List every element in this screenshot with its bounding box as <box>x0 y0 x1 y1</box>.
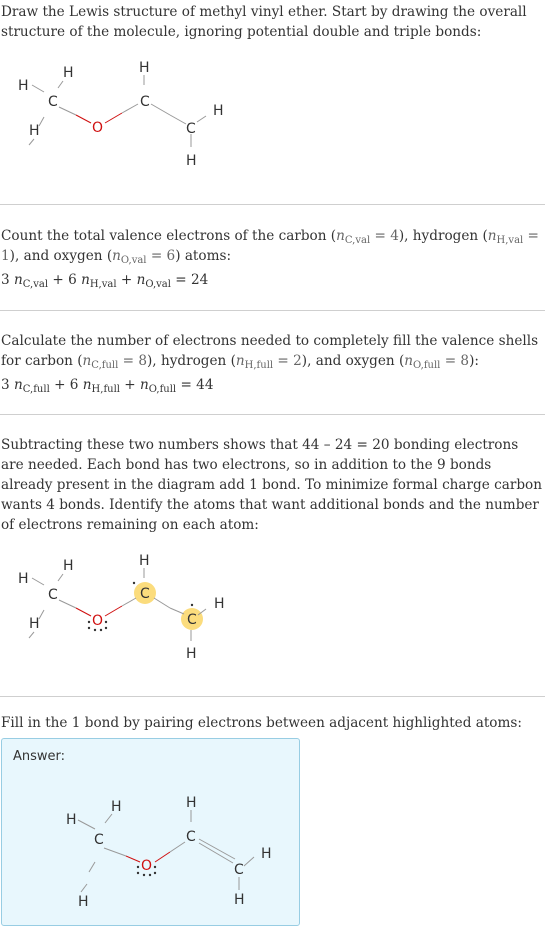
bond <box>170 115 186 124</box>
bond <box>170 842 185 852</box>
atom-h: H <box>214 596 225 612</box>
bond <box>32 578 44 585</box>
bond <box>199 843 233 863</box>
atom-c: C <box>234 862 244 878</box>
lone-electron <box>149 874 151 876</box>
atom-c: C <box>94 832 104 848</box>
bond <box>104 848 126 856</box>
bond <box>105 606 122 616</box>
atom-o: O <box>92 613 104 629</box>
lone-electron <box>133 582 135 584</box>
atom-o: O <box>92 120 104 136</box>
bond <box>32 85 44 92</box>
atom-h: H <box>18 571 29 587</box>
bond <box>155 852 170 862</box>
atom-h: H <box>139 60 150 76</box>
atom-c: C <box>140 94 150 110</box>
bond <box>29 632 34 638</box>
atom-h: H <box>111 799 122 815</box>
divider <box>0 414 545 415</box>
bond <box>199 839 235 859</box>
divider <box>0 696 545 697</box>
atom-h: H <box>139 553 150 569</box>
atom-h: H <box>213 103 224 119</box>
lone-electron <box>154 866 156 868</box>
atom-h: H <box>66 812 77 828</box>
divider <box>0 204 545 205</box>
lone-electron <box>100 629 102 631</box>
atom-o: O <box>141 858 153 874</box>
bond <box>76 608 91 616</box>
structure-diagram-initial <box>0 55 260 175</box>
step1-text: Count the total valence electrons of the carbon $(n_{C,val} = 4)$, hydrogen $(n_{H,val} = 1)$, and oxygen $(n_{O,val} = 6)$ atoms: <box>1 228 539 266</box>
atom-h: H <box>186 795 197 811</box>
atom-h: H <box>18 78 29 94</box>
bond <box>58 574 63 581</box>
atom-c: C <box>187 612 197 628</box>
atom-h: H <box>78 894 89 910</box>
step3-text: Subtracting these two numbers shows that 44 – 24 = 20 bonding electrons are needed. Each bond has two electrons, so in addition to the 9 bonds already present in the diagram add 1 bond. To minimize formal charge carbon wants 4 bonds. Identify the atoms that want additional bonds and the number of electrons remaining on each atom: <box>1 437 542 533</box>
atom-h: H <box>63 558 74 574</box>
answer-label: Answer: <box>13 749 66 764</box>
bond <box>170 608 184 614</box>
bond <box>122 104 138 113</box>
lone-electron <box>88 627 90 629</box>
step4-text: Fill in the 1 bond by pairing electrons between adjacent highlighted atoms: <box>1 715 522 731</box>
bond <box>122 598 136 606</box>
bond <box>58 81 63 88</box>
bond <box>29 139 34 145</box>
intro-text: Draw the Lewis structure of methyl vinyl ether. Start by drawing the overall structure of the molecule, ignoring potential double and triple bonds: <box>1 4 527 40</box>
bond <box>39 117 44 126</box>
atom-h: H <box>29 616 40 632</box>
bond <box>78 820 95 829</box>
atom-c: C <box>186 829 196 845</box>
lone-electron <box>154 872 156 874</box>
step2-text: Calculate the number of electrons needed to completely fill the valence shells for carbon $(n_{C,full} = 8)$, hydrogen $(n_{H,full} = 2)$, and oxygen $(n_{O,full} = 8)$: <box>1 333 539 371</box>
step2-equation: 3 $n_{C,full} + 6$ $n_{H,full} + n_{O,full} = 44$ <box>1 377 214 395</box>
bond <box>154 598 170 608</box>
atom-c: C <box>48 587 58 603</box>
lone-electron <box>137 872 139 874</box>
atom-h: H <box>261 846 272 862</box>
answer-box <box>1 738 300 926</box>
lone-electron <box>105 627 107 629</box>
lone-electron <box>143 874 145 876</box>
bond <box>151 104 170 115</box>
bond <box>76 115 91 123</box>
bond <box>244 857 254 866</box>
lone-electron <box>191 604 193 606</box>
atom-h: H <box>63 65 74 81</box>
bond <box>81 884 87 892</box>
lone-electron <box>105 621 107 623</box>
lone-electron <box>88 621 90 623</box>
atom-h: H <box>186 153 197 169</box>
bond <box>105 814 112 823</box>
structure-diagram-highlighted <box>0 548 260 668</box>
divider <box>0 310 545 311</box>
atom-c: C <box>140 586 150 602</box>
lone-electron <box>137 866 139 868</box>
atom-h: H <box>29 123 40 139</box>
atom-c: C <box>48 94 58 110</box>
bond <box>126 856 140 862</box>
bond <box>197 116 206 122</box>
atom-h: H <box>186 646 197 662</box>
bond <box>59 600 76 608</box>
bond <box>39 610 44 619</box>
lone-electron <box>94 629 96 631</box>
atom-c: C <box>186 121 196 137</box>
atom-h: H <box>234 892 245 908</box>
bond <box>89 862 95 872</box>
structure-diagram-answer <box>52 786 292 916</box>
step1-equation: 3 $n_{C,val} + 6$ $n_{H,val} + n_{O,val} = 24$ <box>1 272 209 290</box>
bond <box>105 113 122 123</box>
bond <box>59 107 76 115</box>
